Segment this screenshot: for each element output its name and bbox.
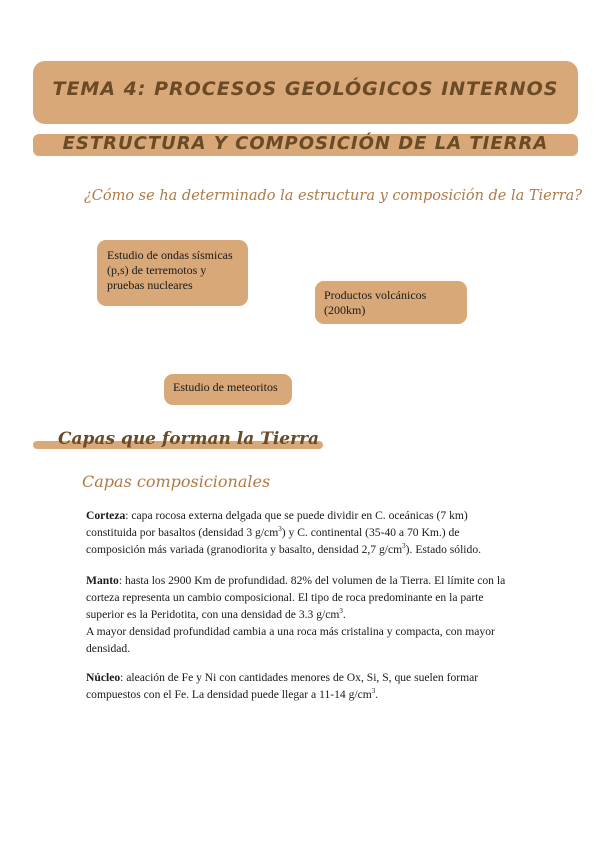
method-box-volcanic	[315, 281, 467, 324]
sup-cubic-2: 3	[402, 542, 406, 551]
sup-cubic-4: 3	[371, 687, 376, 696]
term-nucleo: Núcleo	[86, 671, 121, 684]
term-manto: Manto	[86, 574, 119, 587]
manto-text-extra: A mayor densidad profundidad cambia a una roca más cristalina y compacta, con mayor densidad.	[86, 625, 495, 655]
page-title: TEMA 4: PROCESOS GEOLÓGICOS INTERNOS	[52, 78, 559, 100]
sup-cubic-1: 3	[278, 525, 282, 534]
manto-text-2: .	[342, 608, 346, 621]
page-subtitle: ESTRUCTURA Y COMPOSICIÓN DE LA TIERRA	[62, 133, 549, 154]
title-banner	[33, 61, 578, 124]
method-volcanic-text: Productos volcánicos (200km)	[324, 288, 427, 317]
paragraph-manto	[86, 572, 518, 657]
subtitle-banner	[33, 134, 578, 156]
method-seismic-text: Estudio de ondas sísmicas (p,s) de terremotos y pruebas nucleares	[107, 248, 233, 292]
sup-cubic-3: 3	[339, 607, 343, 616]
corteza-text-1: : capa rocosa externa delgada que se puede dividir en C. oceánicas (7 km) constituida por basaltos (densidad 3 g/cm	[86, 509, 468, 539]
question-heading: ¿Cómo se ha determinado la estructura y composición de la Tierra?	[84, 188, 583, 204]
nucleo-text-1: : aleación de Fe y Ni con cantidades menores de Ox, Si, S, que suelen formar compuestos con el Fe. La densidad puede llegar a 11-14 g/cm	[86, 671, 479, 701]
method-box-seismic	[97, 240, 248, 306]
method-meteorites-text: Estudio de meteoritos	[173, 380, 278, 394]
method-box-meteorites	[164, 374, 292, 405]
subsection-title: Capas composicionales	[82, 472, 271, 491]
corteza-text-2: ) y C. continental (35-40 a 70 Km.) de composición más variada (granodiorita y basalto, densidad 2,7 g/cm	[86, 526, 460, 556]
nucleo-text-2: .	[375, 688, 379, 701]
term-corteza: Corteza	[86, 509, 126, 522]
corteza-text-3: ). Estado sólido.	[405, 543, 482, 556]
section-title: Capas que forman la Tierra	[58, 429, 320, 449]
manto-text-1: : hasta los 2900 Km de profundidad. 82% del volumen de la Tierra. El límite con la corteza representa un cambio composicional. El tipo de roca predominante en la parte superior es la Peridotita, con una densidad de 3.3 g/cm	[86, 574, 506, 621]
paragraph-corteza	[86, 507, 518, 558]
paragraph-nucleo	[86, 669, 518, 703]
